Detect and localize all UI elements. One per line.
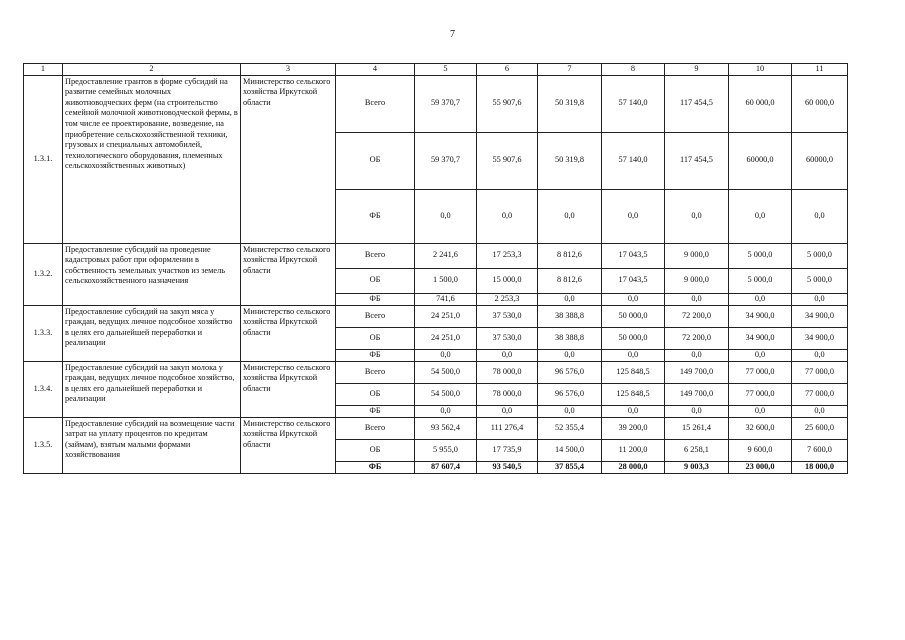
amount-cell: 0,0 <box>792 405 848 417</box>
item-number: 1.3.4. <box>24 361 63 417</box>
responsible-organization: Министерство сельского хозяйства Иркутской области <box>241 243 336 305</box>
funding-source: ФБ <box>336 189 415 243</box>
amount-cell: 0,0 <box>602 405 665 417</box>
amount-cell: 50 319,8 <box>538 75 602 132</box>
amount-cell: 125 848,5 <box>602 383 665 405</box>
amount-cell: 78 000,0 <box>477 383 538 405</box>
amount-cell: 0,0 <box>477 349 538 361</box>
column-header: 9 <box>665 64 729 76</box>
amount-cell: 9 003,3 <box>665 461 729 473</box>
amount-cell: 9 600,0 <box>729 439 792 461</box>
responsible-organization: Министерство сельского хозяйства Иркутской области <box>241 417 336 473</box>
amount-cell: 8 812,6 <box>538 243 602 268</box>
table-row <box>24 417 848 439</box>
funding-source: ФБ <box>336 461 415 473</box>
amount-cell: 57 140,0 <box>602 132 665 189</box>
amount-cell: 54 500,0 <box>415 361 477 383</box>
amount-cell: 77 000,0 <box>729 383 792 405</box>
funding-source: ОБ <box>336 383 415 405</box>
amount-cell: 0,0 <box>665 293 729 305</box>
amount-cell: 17 043,5 <box>602 243 665 268</box>
amount-cell: 15 000,0 <box>477 268 538 293</box>
amount-cell: 93 562,4 <box>415 417 477 439</box>
amount-cell: 60000,0 <box>729 132 792 189</box>
amount-cell: 5 000,0 <box>729 268 792 293</box>
amount-cell: 38 388,8 <box>538 305 602 327</box>
item-number: 1.3.2. <box>24 243 63 305</box>
amount-cell: 149 700,0 <box>665 361 729 383</box>
item-description: Предоставление субсидий на закуп молока у граждан, ведущих личное подсобное хозяйство, в целях его дальнейшей переработки и реализации <box>63 361 241 417</box>
amount-cell: 0,0 <box>665 405 729 417</box>
responsible-organization: Министерство сельского хозяйства Иркутской области <box>241 75 336 243</box>
column-header: 5 <box>415 64 477 76</box>
amount-cell: 0,0 <box>602 189 665 243</box>
amount-cell: 741,6 <box>415 293 477 305</box>
amount-cell: 34 900,0 <box>729 327 792 349</box>
amount-cell: 0,0 <box>538 189 602 243</box>
amount-cell: 34 900,0 <box>729 305 792 327</box>
amount-cell: 17 735,9 <box>477 439 538 461</box>
amount-cell: 0,0 <box>415 349 477 361</box>
amount-cell: 0,0 <box>415 189 477 243</box>
table-row <box>24 361 848 383</box>
funding-source: ОБ <box>336 268 415 293</box>
amount-cell: 9 000,0 <box>665 268 729 293</box>
page-number: 7 <box>450 29 455 40</box>
amount-cell: 59 370,7 <box>415 132 477 189</box>
amount-cell: 72 200,0 <box>665 305 729 327</box>
amount-cell: 24 251,0 <box>415 327 477 349</box>
amount-cell: 0,0 <box>602 349 665 361</box>
amount-cell: 96 576,0 <box>538 383 602 405</box>
item-number: 1.3.1. <box>24 75 63 243</box>
amount-cell: 8 812,6 <box>538 268 602 293</box>
amount-cell: 0,0 <box>792 189 848 243</box>
table-row <box>24 243 848 268</box>
column-header: 4 <box>336 64 415 76</box>
amount-cell: 54 500,0 <box>415 383 477 405</box>
amount-cell: 117 454,5 <box>665 75 729 132</box>
amount-cell: 37 530,0 <box>477 305 538 327</box>
amount-cell: 0,0 <box>477 189 538 243</box>
amount-cell: 2 253,3 <box>477 293 538 305</box>
amount-cell: 78 000,0 <box>477 361 538 383</box>
column-header: 3 <box>241 64 336 76</box>
amount-cell: 24 251,0 <box>415 305 477 327</box>
amount-cell: 34 900,0 <box>792 327 848 349</box>
amount-cell: 0,0 <box>729 293 792 305</box>
amount-cell: 52 355,4 <box>538 417 602 439</box>
column-header: 8 <box>602 64 665 76</box>
amount-cell: 57 140,0 <box>602 75 665 132</box>
amount-cell: 38 388,8 <box>538 327 602 349</box>
funding-source: Всего <box>336 305 415 327</box>
item-description: Предоставление субсидий на проведение кадастровых работ при оформлении в собственность земельных участков из земель сельскохозяйственного назначения <box>63 243 241 305</box>
responsible-organization: Министерство сельского хозяйства Иркутской области <box>241 305 336 361</box>
amount-cell: 0,0 <box>729 405 792 417</box>
amount-cell: 28 000,0 <box>602 461 665 473</box>
amount-cell: 11 200,0 <box>602 439 665 461</box>
amount-cell: 1 500,0 <box>415 268 477 293</box>
amount-cell: 0,0 <box>477 405 538 417</box>
funding-source: ОБ <box>336 132 415 189</box>
amount-cell: 60 000,0 <box>792 75 848 132</box>
amount-cell: 34 900,0 <box>792 305 848 327</box>
column-header: 7 <box>538 64 602 76</box>
amount-cell: 50 000,0 <box>602 305 665 327</box>
amount-cell: 77 000,0 <box>729 361 792 383</box>
column-header: 11 <box>792 64 848 76</box>
amount-cell: 14 500,0 <box>538 439 602 461</box>
amount-cell: 5 000,0 <box>792 243 848 268</box>
amount-cell: 59 370,7 <box>415 75 477 132</box>
amount-cell: 39 200,0 <box>602 417 665 439</box>
funding-source: Всего <box>336 417 415 439</box>
amount-cell: 5 000,0 <box>729 243 792 268</box>
amount-cell: 60 000,0 <box>729 75 792 132</box>
amount-cell: 0,0 <box>538 349 602 361</box>
amount-cell: 0,0 <box>792 349 848 361</box>
table-row <box>24 75 848 132</box>
amount-cell: 5 000,0 <box>792 268 848 293</box>
amount-cell: 17 043,5 <box>602 268 665 293</box>
responsible-organization: Министерство сельского хозяйства Иркутской области <box>241 361 336 417</box>
header-row <box>24 64 848 76</box>
amount-cell: 149 700,0 <box>665 383 729 405</box>
funding-source: ОБ <box>336 439 415 461</box>
item-number: 1.3.3. <box>24 305 63 361</box>
amount-cell: 17 253,3 <box>477 243 538 268</box>
amount-cell: 7 600,0 <box>792 439 848 461</box>
amount-cell: 125 848,5 <box>602 361 665 383</box>
funding-source: ОБ <box>336 327 415 349</box>
amount-cell: 2 241,6 <box>415 243 477 268</box>
column-header: 1 <box>24 64 63 76</box>
funding-source: ФБ <box>336 293 415 305</box>
amount-cell: 55 907,6 <box>477 132 538 189</box>
amount-cell: 0,0 <box>415 405 477 417</box>
funding-table <box>23 63 848 474</box>
amount-cell: 0,0 <box>729 349 792 361</box>
column-header: 2 <box>63 64 241 76</box>
amount-cell: 25 600,0 <box>792 417 848 439</box>
amount-cell: 0,0 <box>729 189 792 243</box>
amount-cell: 37 855,4 <box>538 461 602 473</box>
amount-cell: 50 319,8 <box>538 132 602 189</box>
amount-cell: 117 454,5 <box>665 132 729 189</box>
item-number: 1.3.5. <box>24 417 63 473</box>
amount-cell: 0,0 <box>665 349 729 361</box>
amount-cell: 72 200,0 <box>665 327 729 349</box>
amount-cell: 0,0 <box>538 293 602 305</box>
column-header: 6 <box>477 64 538 76</box>
amount-cell: 23 000,0 <box>729 461 792 473</box>
amount-cell: 6 258,1 <box>665 439 729 461</box>
amount-cell: 18 000,0 <box>792 461 848 473</box>
amount-cell: 0,0 <box>602 293 665 305</box>
amount-cell: 32 600,0 <box>729 417 792 439</box>
amount-cell: 50 000,0 <box>602 327 665 349</box>
amount-cell: 77 000,0 <box>792 383 848 405</box>
amount-cell: 111 276,4 <box>477 417 538 439</box>
funding-source: ФБ <box>336 349 415 361</box>
amount-cell: 87 607,4 <box>415 461 477 473</box>
amount-cell: 9 000,0 <box>665 243 729 268</box>
amount-cell: 55 907,6 <box>477 75 538 132</box>
amount-cell: 60000,0 <box>792 132 848 189</box>
amount-cell: 5 955,0 <box>415 439 477 461</box>
amount-cell: 0,0 <box>665 189 729 243</box>
table-row <box>24 305 848 327</box>
funding-source: Всего <box>336 75 415 132</box>
amount-cell: 96 576,0 <box>538 361 602 383</box>
amount-cell: 15 261,4 <box>665 417 729 439</box>
funding-source: Всего <box>336 361 415 383</box>
column-header: 10 <box>729 64 792 76</box>
amount-cell: 93 540,5 <box>477 461 538 473</box>
item-description: Предоставление субсидий на закуп мяса у граждан, ведущих личное подсобное хозяйство в целях его дальнейшей переработки и реализации <box>63 305 241 361</box>
amount-cell: 37 530,0 <box>477 327 538 349</box>
item-description: Предоставление грантов в форме субсидий на развитие семейных молочных животноводческих ферм (на строительство семейной молочной животноводческой фермы, в том числе ее проектирование, возведение, на приобретение сельскохозяйственной техники, грузовых и специальных автомобилей, технологического оборудования, племенных сельскохозяйственных животных) <box>63 75 241 243</box>
funding-source: ФБ <box>336 405 415 417</box>
amount-cell: 77 000,0 <box>792 361 848 383</box>
item-description: Предоставление субсидий на возмещение части затрат на уплату процентов по кредитам (займам), взятым малыми формами хозяйствования <box>63 417 241 473</box>
amount-cell: 0,0 <box>538 405 602 417</box>
funding-source: Всего <box>336 243 415 268</box>
amount-cell: 0,0 <box>792 293 848 305</box>
